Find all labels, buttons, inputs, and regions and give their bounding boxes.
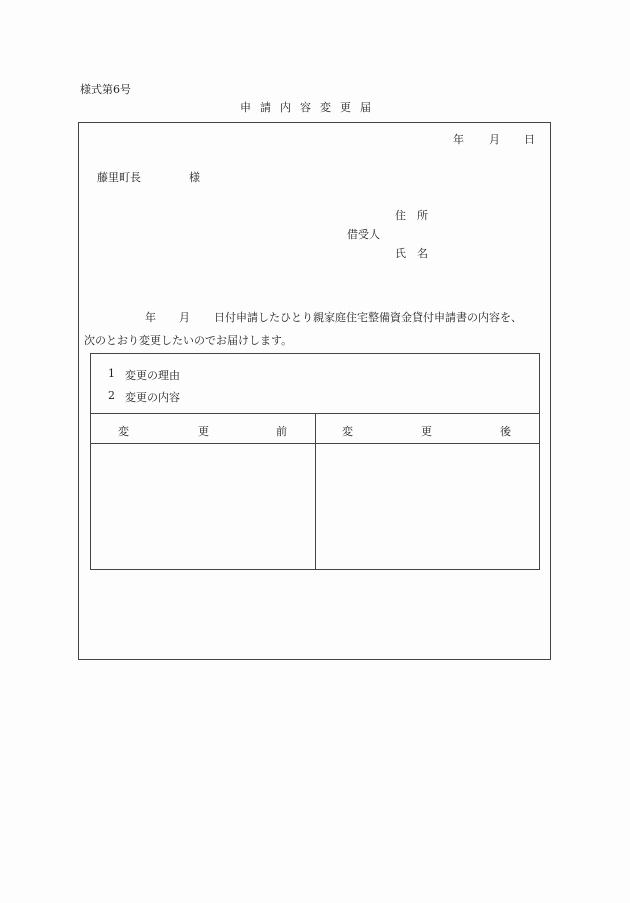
body-line-2: 次のとおり変更したいのでお届けします。 bbox=[84, 334, 293, 347]
addressee-honorific: 様 bbox=[189, 171, 200, 184]
date-year: 年 bbox=[453, 133, 464, 146]
addressee-name: 藤里町長 bbox=[97, 171, 141, 184]
before-header-char-2: 更 bbox=[198, 425, 209, 438]
after-header-char-1: 変 bbox=[342, 425, 353, 438]
before-header-char-1: 変 bbox=[118, 425, 129, 438]
borrower-label: 借受人 bbox=[347, 228, 380, 241]
name-label: 氏 名 bbox=[395, 247, 428, 260]
document-title: 申請内容変更届 bbox=[240, 101, 380, 114]
item-2-number: 2 bbox=[108, 389, 115, 402]
before-header-char-3: 前 bbox=[276, 425, 287, 438]
date-month: 月 bbox=[489, 133, 500, 146]
after-header-char-2: 更 bbox=[421, 425, 432, 438]
after-header-char-3: 後 bbox=[500, 425, 511, 438]
item-2-label: 変更の内容 bbox=[125, 391, 180, 404]
body-month: 月 bbox=[179, 311, 190, 324]
address-label: 住 所 bbox=[395, 209, 428, 222]
date-day: 日 bbox=[524, 133, 535, 146]
after-content-cell bbox=[316, 444, 539, 569]
body-year: 年 bbox=[145, 311, 156, 324]
item-1-label: 変更の理由 bbox=[125, 369, 180, 382]
body-line-1: 日付申請したひとり親家庭住宅整備資金貸付申請書の内容を、 bbox=[214, 311, 522, 324]
form-number: 様式第6号 bbox=[80, 83, 131, 96]
item-1-number: 1 bbox=[108, 367, 115, 380]
before-content-cell bbox=[91, 444, 314, 569]
